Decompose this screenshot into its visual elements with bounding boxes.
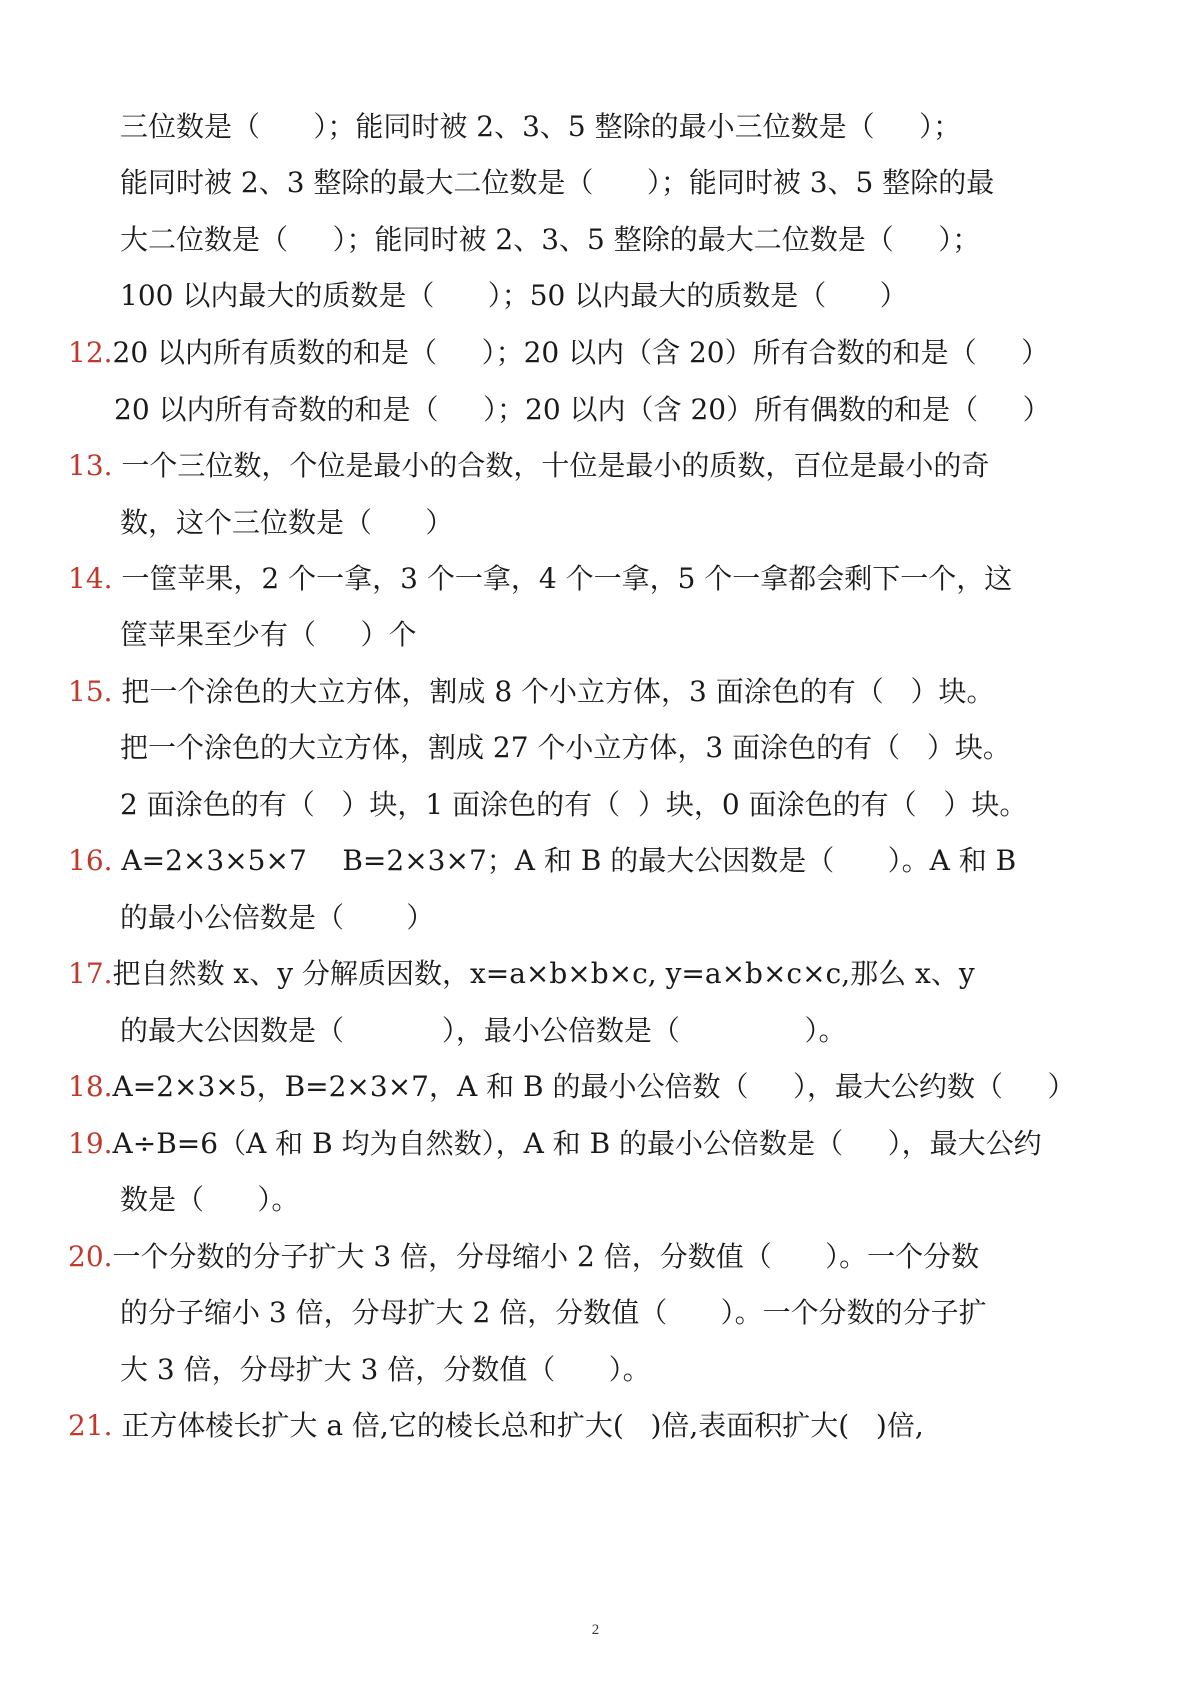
question-line-continuation	[120, 107, 961, 147]
question-number: 20.	[68, 1240, 113, 1273]
question-number: 17.	[68, 957, 113, 990]
question-line-continuation	[120, 785, 1027, 825]
question-text: 把一个涂色的大立方体，割成 27 个小立方体，3 面涂色的有（ ）块。	[120, 731, 1011, 764]
question-line	[68, 841, 1016, 881]
question-text: 2 面涂色的有（ ）块，1 面涂色的有（ ）块，0 面涂色的有（ ）块。	[120, 788, 1028, 821]
question-line-continuation	[120, 1011, 847, 1051]
question-text: A=2×3×5，B=2×3×7，A 和 B 的最小公倍数（ ），最大公约数（ ）	[112, 1070, 1076, 1103]
question-text: 数是（ ）。	[120, 1183, 300, 1216]
question-line	[68, 954, 975, 994]
question-number: 13.	[68, 449, 113, 482]
question-line	[68, 1237, 979, 1277]
question-text: 正方体棱长扩大 a 倍,它的棱长总和扩大( )倍,表面积扩大( )倍,	[112, 1409, 924, 1442]
question-number: 16.	[68, 844, 113, 877]
question-text: A÷B=6（A 和 B 均为自然数），A 和 B 的最小公倍数是（ ），最大公约	[112, 1127, 1042, 1160]
question-line-continuation	[120, 1180, 299, 1220]
question-line	[68, 1406, 924, 1446]
question-line-continuation	[114, 390, 1051, 430]
question-number: 12.	[68, 336, 113, 369]
question-line	[68, 1067, 1076, 1107]
question-text: 20 以内所有奇数的和是（ ）；20 以内（含 20）所有偶数的和是（ ）	[114, 393, 1051, 426]
question-text: 大 3 倍，分母扩大 3 倍，分数值（ ）。	[120, 1353, 651, 1386]
question-line	[68, 559, 1012, 599]
question-text: 筐苹果至少有（ ）个	[120, 618, 417, 651]
question-line-continuation	[120, 898, 434, 938]
question-line-continuation	[120, 503, 453, 543]
question-line	[68, 333, 1049, 373]
question-text: 能同时被 2、3 整除的最大二位数是（ ）；能同时被 3、5 整除的最	[120, 166, 995, 199]
question-line-continuation	[120, 728, 1011, 768]
question-line	[68, 446, 989, 486]
question-text: 把一个涂色的大立方体，割成 8 个小立方体，3 面涂色的有（ ）块。	[112, 675, 995, 708]
question-text: 的最大公因数是（ ），最小公倍数是（ ）。	[120, 1014, 847, 1047]
question-line	[68, 672, 994, 712]
question-number: 19.	[68, 1127, 113, 1160]
question-number: 21.	[68, 1409, 113, 1442]
page-number: 2	[591, 1622, 600, 1638]
question-text: 一个三位数，个位是最小的合数，十位是最小的质数，百位是最小的奇	[112, 449, 990, 482]
question-text: 数，这个三位数是（ ）	[120, 506, 454, 539]
question-line-continuation	[120, 1293, 987, 1333]
question-number: 15.	[68, 675, 113, 708]
question-text: 一个分数的分子扩大 3 倍，分母缩小 2 倍，分数值（ ）。一个分数	[112, 1240, 980, 1273]
question-text: 大二位数是（ ）；能同时被 2、3、5 整除的最大二位数是（ ）；	[120, 223, 981, 256]
question-number: 18.	[68, 1070, 113, 1103]
question-line	[68, 1124, 1042, 1164]
question-line-continuation	[120, 220, 980, 260]
question-line-continuation	[120, 1350, 651, 1390]
question-text: A=2×3×5×7 B=2×3×7；A 和 B 的最大公因数是（ ）。A 和 B	[112, 844, 1017, 877]
question-text: 100 以内最大的质数是（ ）；50 以内最大的质数是（ ）	[120, 279, 908, 312]
question-line-continuation	[120, 615, 417, 655]
question-text: 的分子缩小 3 倍，分母扩大 2 倍，分数值（ ）。一个分数的分子扩	[120, 1296, 987, 1329]
question-number: 14.	[68, 562, 113, 595]
question-text: 一筐苹果，2 个一拿，3 个一拿，4 个一拿，5 个一拿都会剩下一个，这	[112, 562, 1013, 595]
question-text: 把自然数 x、y 分解质因数，x=a×b×b×c, y=a×b×c×c,那么 x、y	[112, 957, 975, 990]
question-line-continuation	[120, 276, 908, 316]
question-text: 的最小公倍数是（ ）	[120, 901, 435, 934]
question-text: 三位数是（ ）；能同时被 2、3、5 整除的最小三位数是（ ）；	[120, 110, 962, 143]
question-line-continuation	[120, 163, 994, 203]
question-text: 20 以内所有质数的和是（ ）；20 以内（含 20）所有合数的和是（ ）	[112, 336, 1050, 369]
